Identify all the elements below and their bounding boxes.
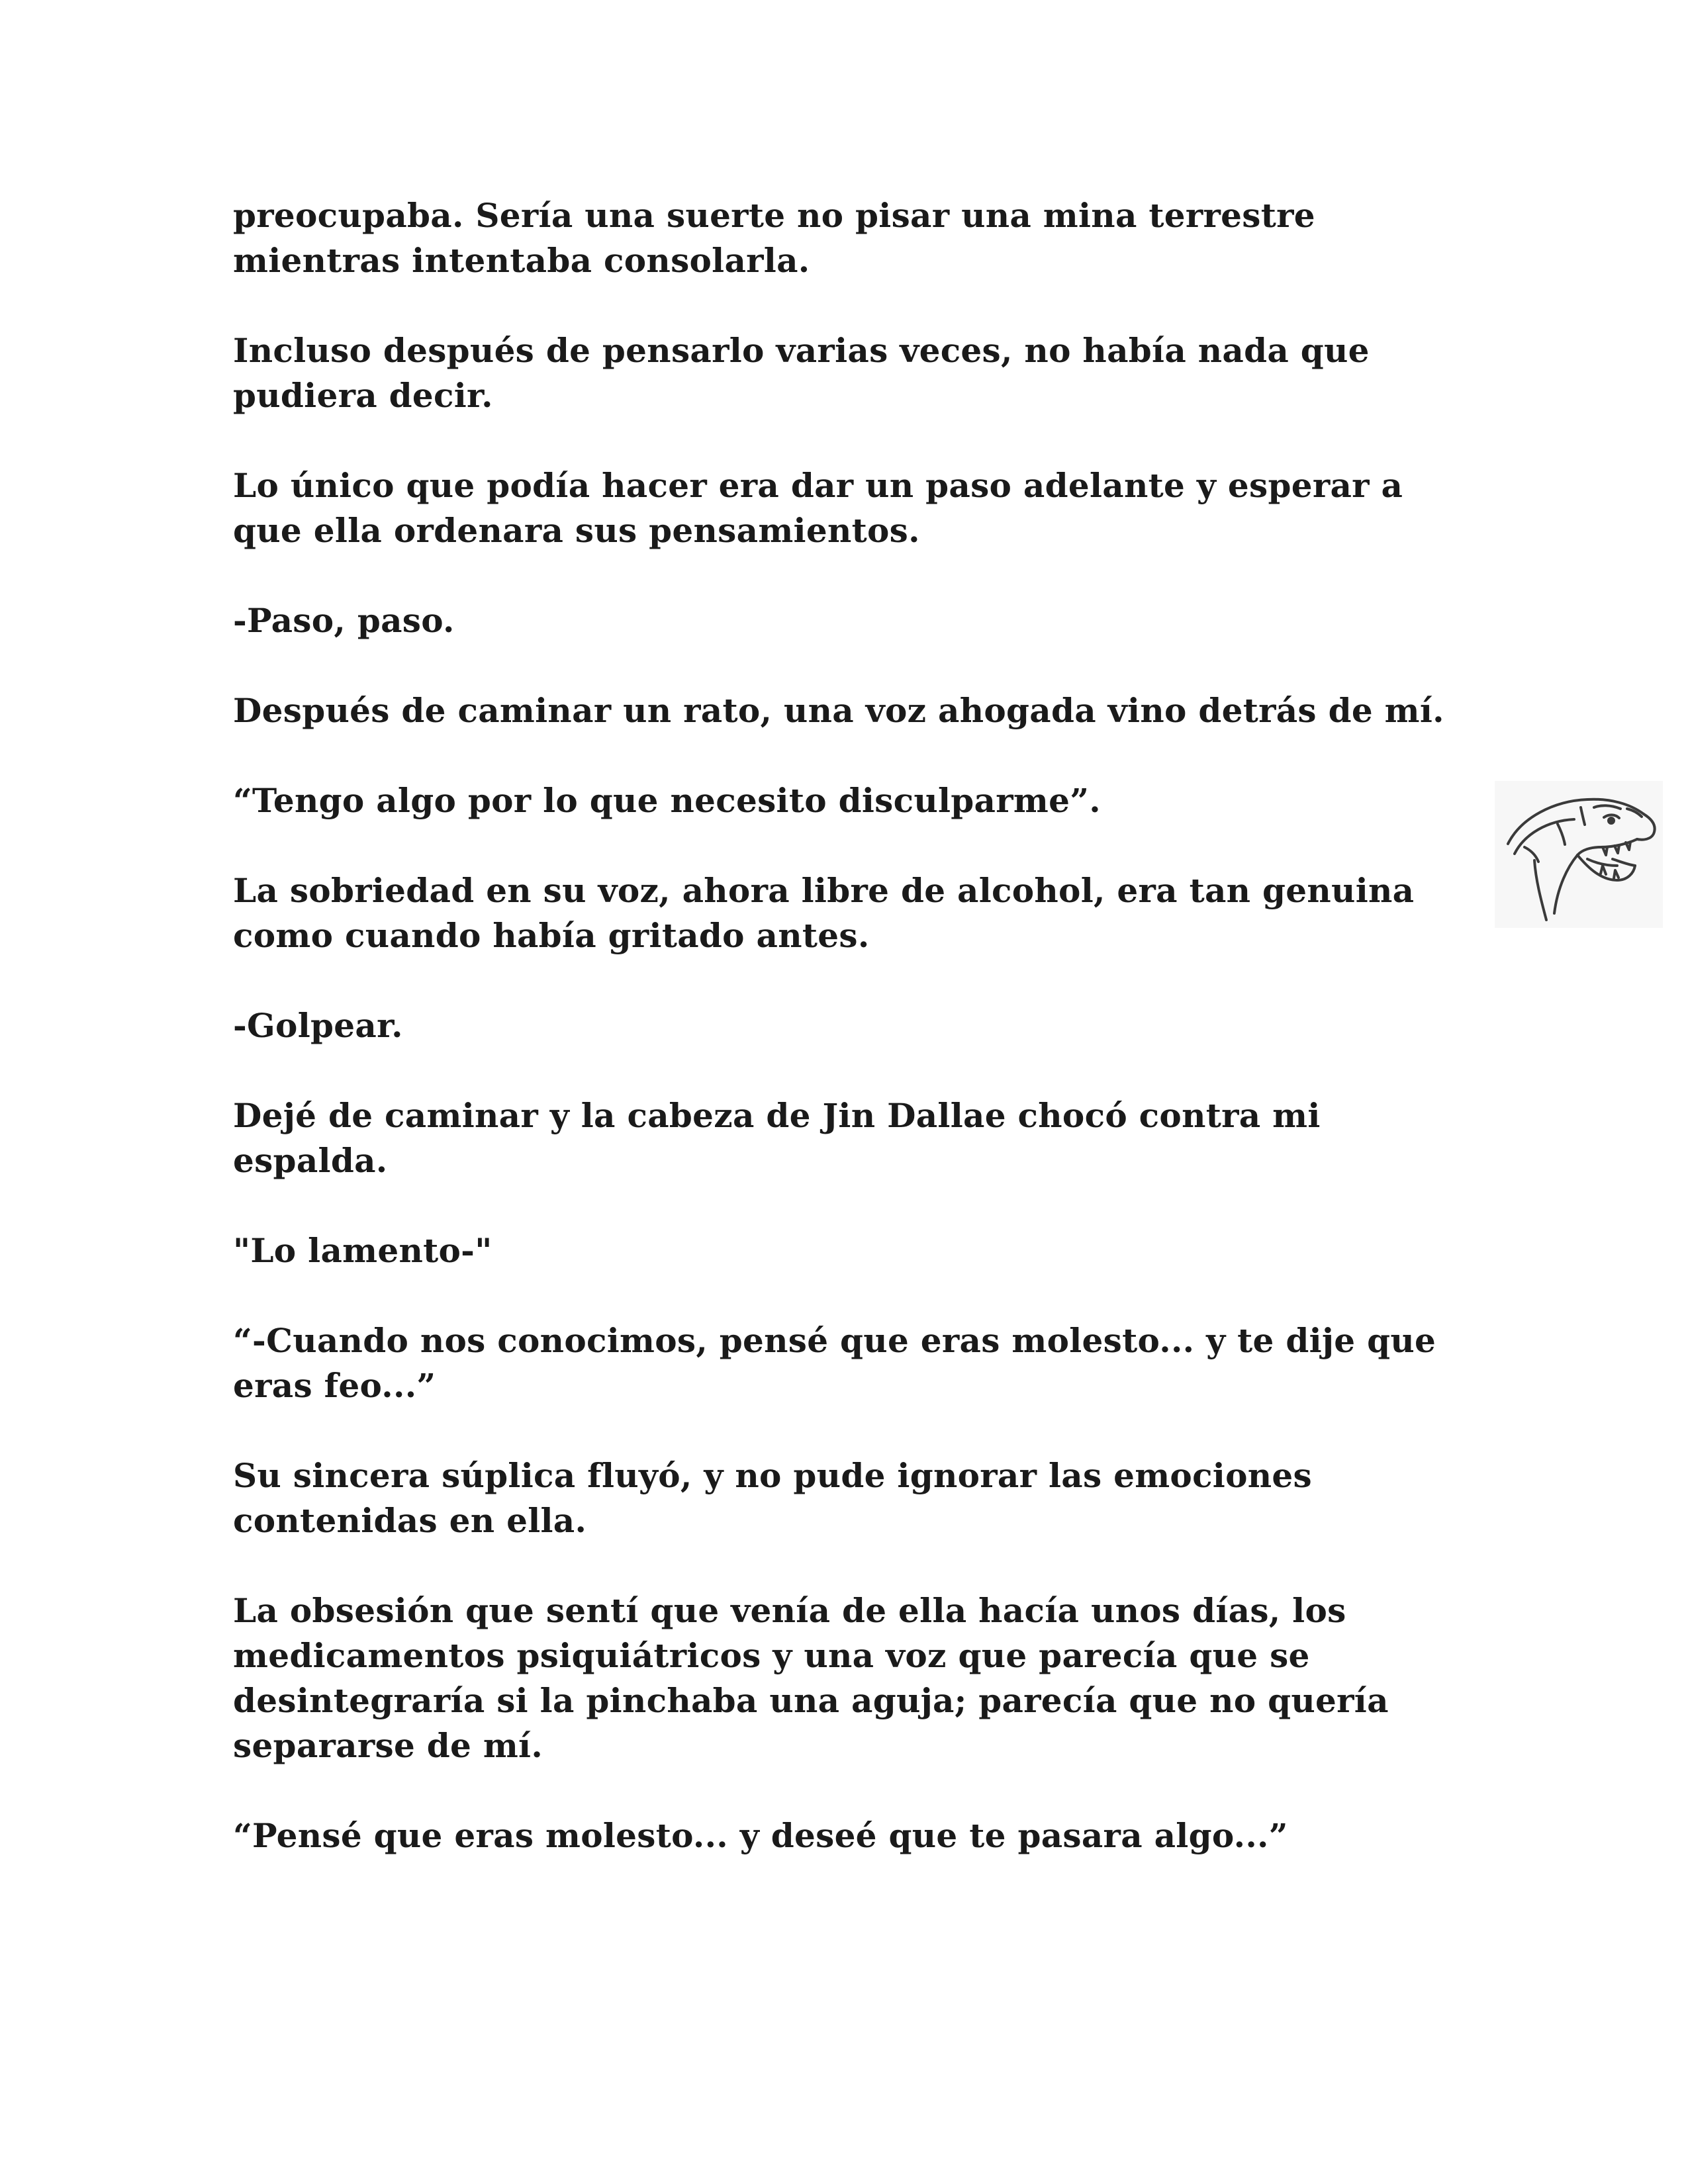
dinosaur-head-icon <box>1495 781 1663 928</box>
paragraph: “-Cuando nos conocimos, pensé que eras molesto... y te dije que eras feo...” <box>233 1321 1436 1405</box>
paragraph: La obsesión que sentí que venía de ella hacía unos días, los medicamentos psiquiátricos y una voz que parecía que se desintegraría si la pinchaba una aguja; parecía que no quería separarse de mí. <box>233 1591 1389 1765</box>
body-text <box>233 193 1451 1858</box>
paragraph: Dejé de caminar y la cabeza de Jin Dallae chocó contra mi espalda. <box>233 1096 1321 1180</box>
paragraph: Su sincera súplica fluyó, y no pude ignorar las emociones contenidas en ella. <box>233 1456 1312 1540</box>
paragraph: “Tengo algo por lo que necesito disculparme”. <box>233 781 1101 820</box>
paragraph: La sobriedad en su voz, ahora libre de alcohol, era tan genuina como cuando había gritado antes. <box>233 871 1415 955</box>
paragraph: Después de caminar un rato, una voz ahogada vino detrás de mí. <box>233 691 1444 730</box>
paragraph: "Lo lamento-" <box>233 1231 492 1270</box>
paragraph: “Pensé que eras molesto... y deseé que te pasara algo...” <box>233 1816 1288 1855</box>
paragraph: -Paso, paso. <box>233 601 455 640</box>
paragraph: Incluso después de pensarlo varias veces, no había nada que pudiera decir. <box>233 331 1370 415</box>
paragraph: Lo único que podía hacer era dar un paso adelante y esperar a que ella ordenara sus pensamientos. <box>233 466 1403 550</box>
paragraph: -Golpear. <box>233 1006 403 1045</box>
paragraph: preocupaba. Sería una suerte no pisar una mina terrestre mientras intentaba consolarla. <box>233 196 1315 280</box>
